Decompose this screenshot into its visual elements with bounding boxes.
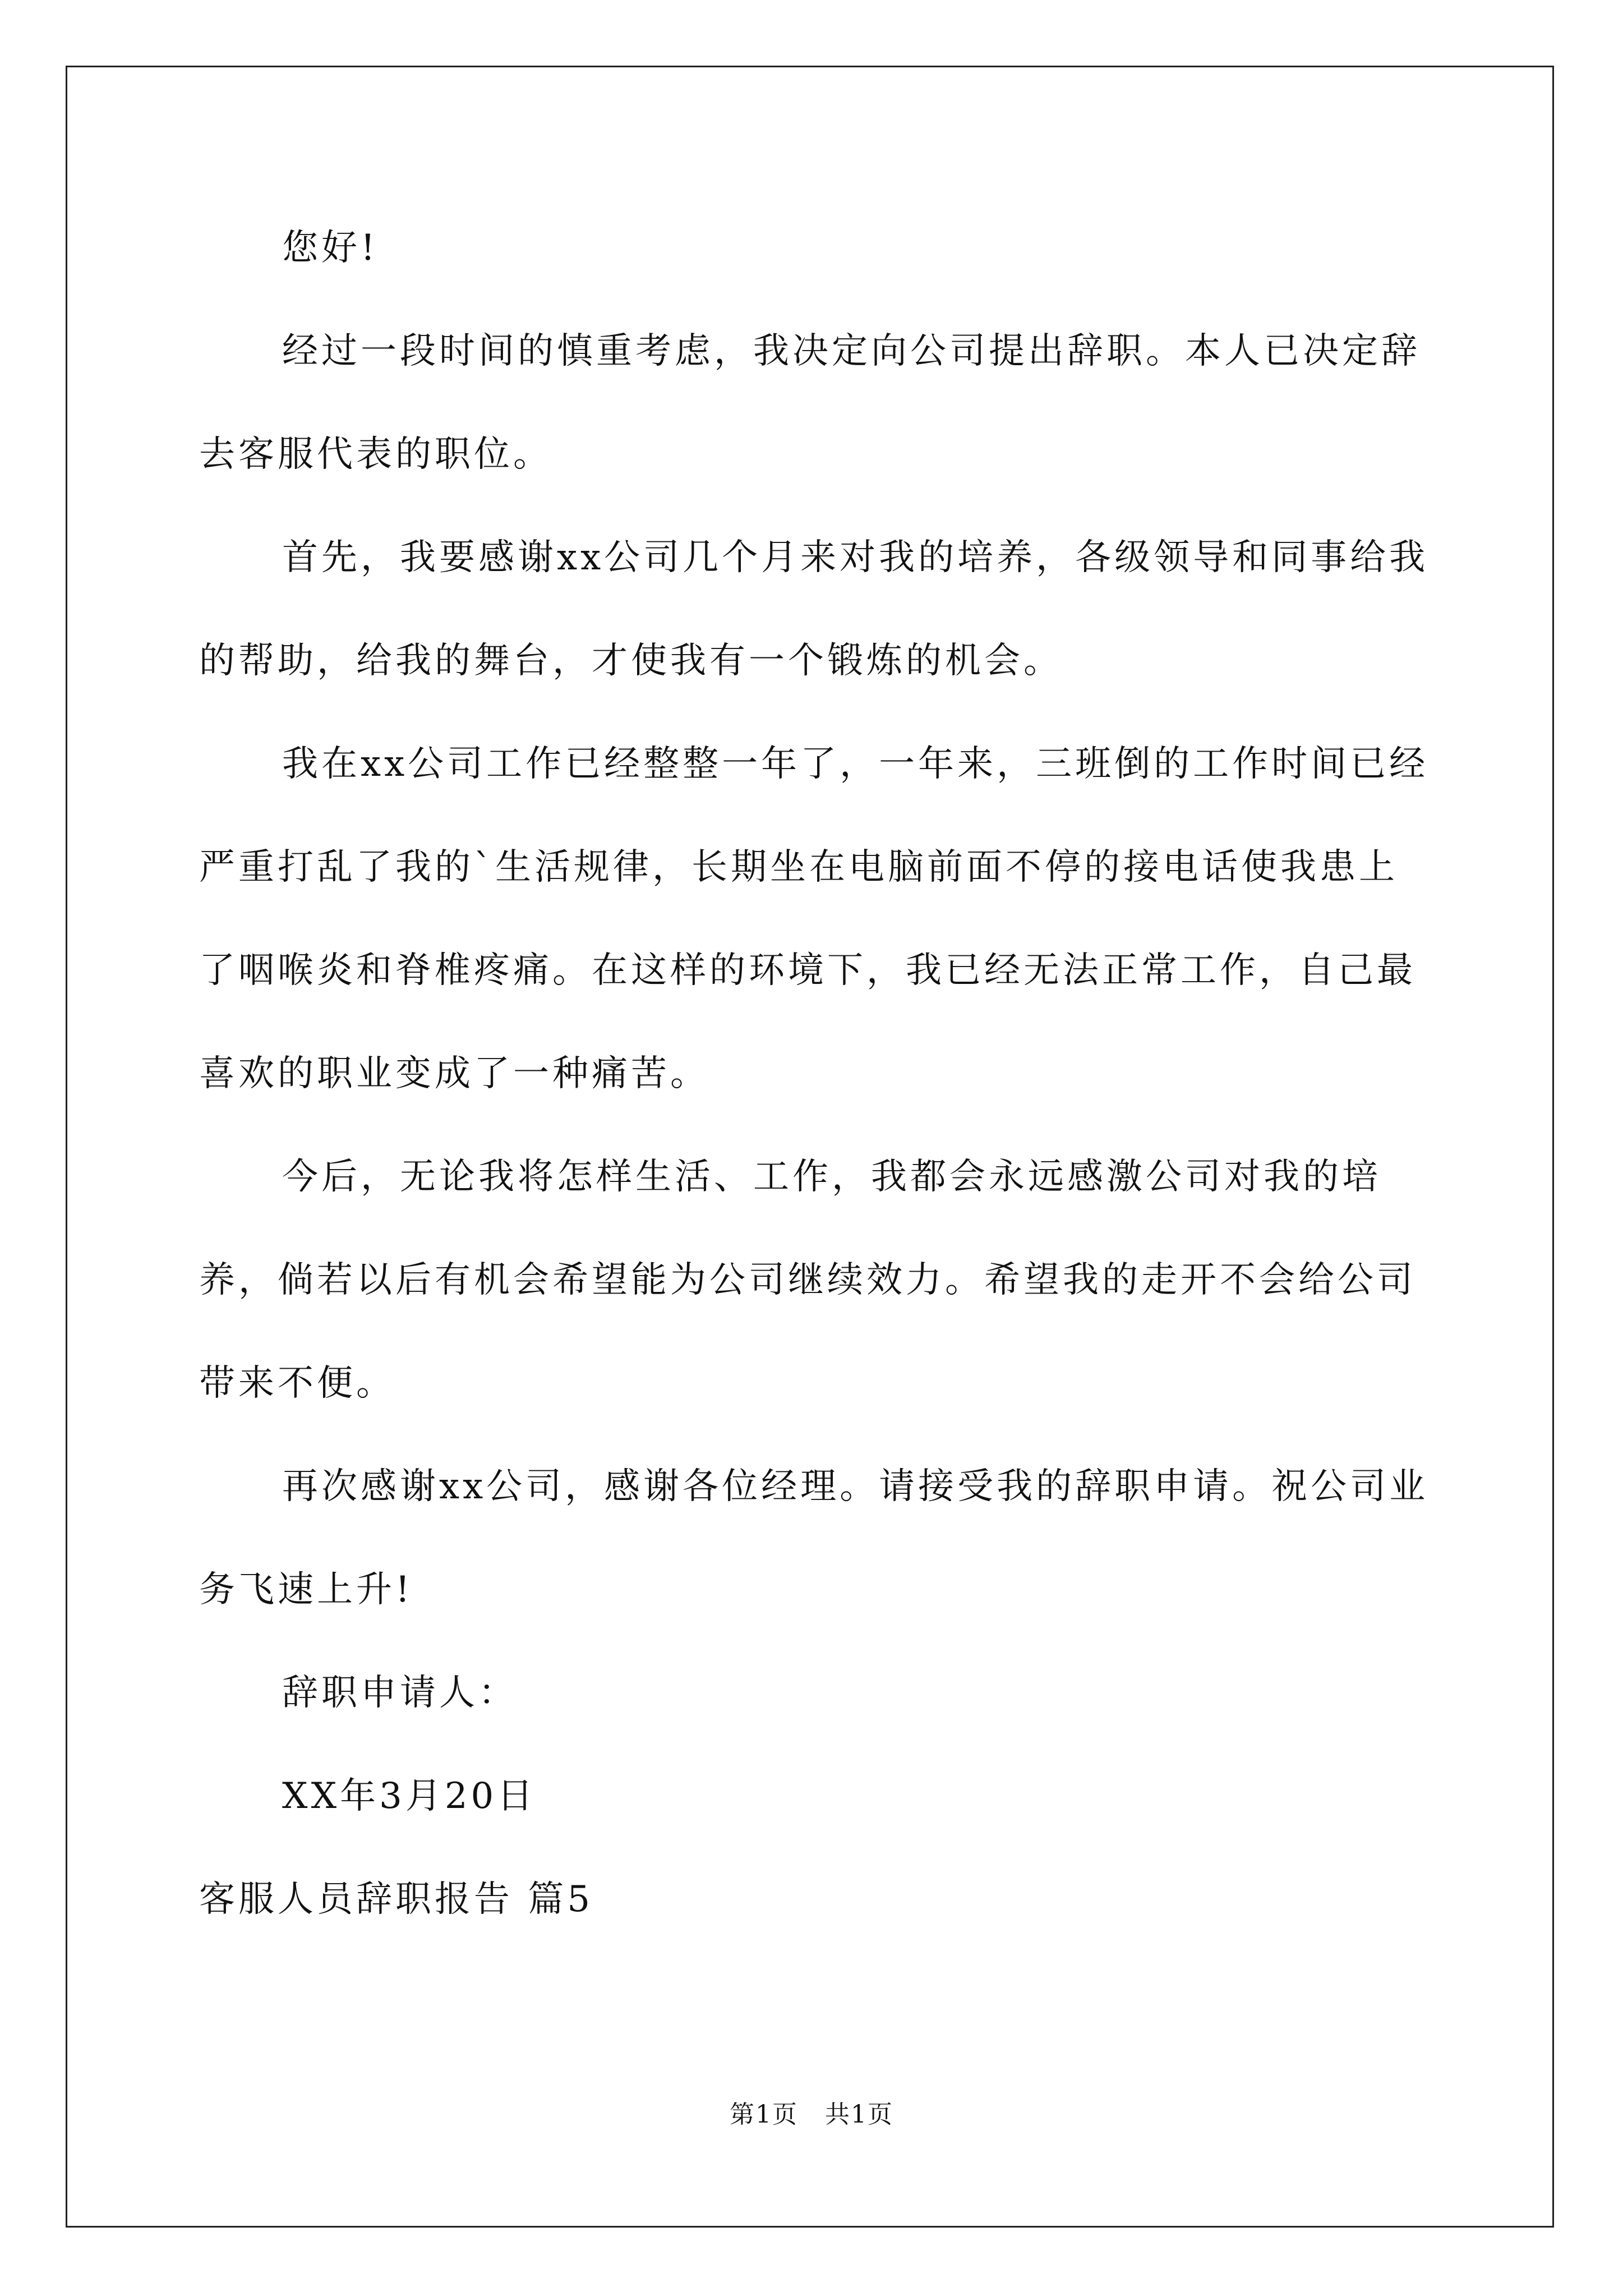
signature-label: 辞职申请人： bbox=[282, 1672, 518, 1714]
section-heading: 客服人员辞职报告 篇5 bbox=[199, 1879, 594, 1920]
paragraph-decision: 经过一段时间的慎重考虑，我决定向公司提出辞职。本人已决定辞去客服代表的职位。 bbox=[199, 330, 1421, 475]
paragraph-reason: 我在xx公司工作已经整整一年了，一年来，三班倒的工作时间已经严重打乱了我的`生活规律，长期坐在电脑前面不停的接电话使我患上了咽喉炎和脊椎疼痛。在这样的环境下，我已经无法正常工作，自己最喜欢的职业变成了一种痛苦。 bbox=[199, 743, 1429, 1094]
page-total: 共1页 bbox=[825, 2100, 893, 2129]
paragraph-future: 今后，无论我将怎样生活、工作，我都会永远感激公司对我的培养，倘若以后有机会希望能为公司继续效力。希望我的走开不会给公司带来不便。 bbox=[199, 1156, 1416, 1404]
page-number: 第1页 bbox=[730, 2100, 798, 2129]
paragraph-thanks: 首先，我要感谢xx公司几个月来对我的培养，各级领导和同事给我的帮助，给我的舞台，才使我有一个锻炼的机会。 bbox=[199, 537, 1429, 682]
paragraph-closing: 再次感谢xx公司，感谢各位经理。请接受我的辞职申请。祝公司业务飞速上升! bbox=[199, 1466, 1429, 1611]
greeting: 您好! bbox=[282, 227, 379, 269]
date: XX年3月20日 bbox=[282, 1775, 537, 1817]
page-footer bbox=[0, 2098, 1623, 2132]
